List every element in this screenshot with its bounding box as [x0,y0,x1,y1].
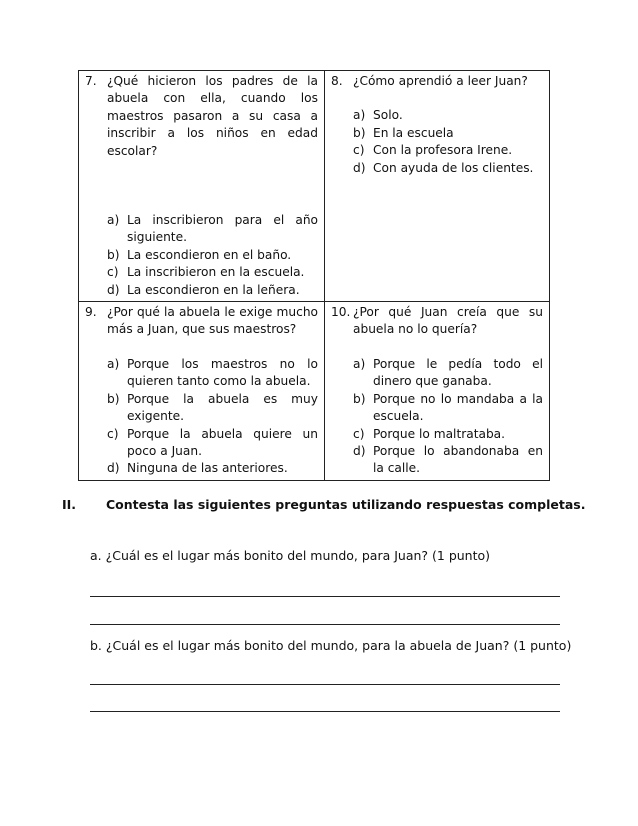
question-number: 10. [331,305,351,320]
option-c: c) Porque lo maltrataba. [353,426,506,441]
option-d: d) Ninguna de las anteriores. [107,461,288,476]
question-text: ¿Cómo aprendió a leer Juan? [353,74,528,88]
question-cell-9 [79,302,325,481]
option-d: d) La escondieron en la leñera. [107,282,300,297]
section-heading [62,497,585,512]
option-a: a) La inscribieron para el año siguiente. [107,213,318,245]
option-b: b) En la escuela [353,125,454,140]
option-c: c) La inscribieron en la escuela. [107,265,305,280]
option-b: b) Porque no lo mandaba a la escuela. [353,391,543,424]
answer-line[interactable] [90,711,560,712]
option-d: d) Con ayuda de los clientes. [353,160,534,175]
question-cell-10 [325,302,550,481]
section-title: Contesta las siguientes preguntas utilizando respuestas completas. [106,497,586,512]
option-c: c) Con la profesora Irene. [353,143,513,158]
option-b: b) La escondieron en el baño. [107,247,292,262]
options-list [353,107,543,177]
option-a: a) Porque los maestros no lo quieren tanto como la abuela. [107,356,318,389]
open-question-b: b. ¿Cuál es el lugar más bonito del mundo, para la abuela de Juan? (1 punto) [90,638,572,653]
answer-line[interactable] [90,596,560,597]
open-question-a: a. ¿Cuál es el lugar más bonito del mundo, para Juan? (1 punto) [90,548,491,563]
options-list [107,212,318,299]
option-a: a) Porque le pedía todo el dinero que ganaba. [353,356,543,389]
answer-line[interactable] [90,624,560,625]
question-number: 8. [331,74,343,88]
questions-table [78,70,550,481]
question-number: 9. [85,305,97,320]
section-number: II. [62,497,77,512]
option-c: c) Porque la abuela quiere un poco a Juan. [107,426,318,458]
question-cell-7 [79,71,325,302]
question-text: ¿Qué hicieron los padres de la abuela con ella, cuando los maestros pasaron a su casa a inscribir a los niños en edad escolar? [107,74,318,158]
answer-line[interactable] [90,684,560,685]
option-d: d) Porque lo abandonaba en la calle. [353,443,543,476]
question-number: 7. [85,74,97,88]
question-text: ¿Por qué Juan creía que su abuela no lo quería? [353,305,543,337]
option-b: b) Porque la abuela es muy exigente. [107,391,318,424]
question-text: ¿Por qué la abuela le exige mucho más a Juan, que sus maestros? [107,305,318,337]
question-cell-8 [325,71,550,302]
options-list [107,356,318,478]
option-a: a) Solo. [353,108,403,123]
options-list [353,356,543,478]
